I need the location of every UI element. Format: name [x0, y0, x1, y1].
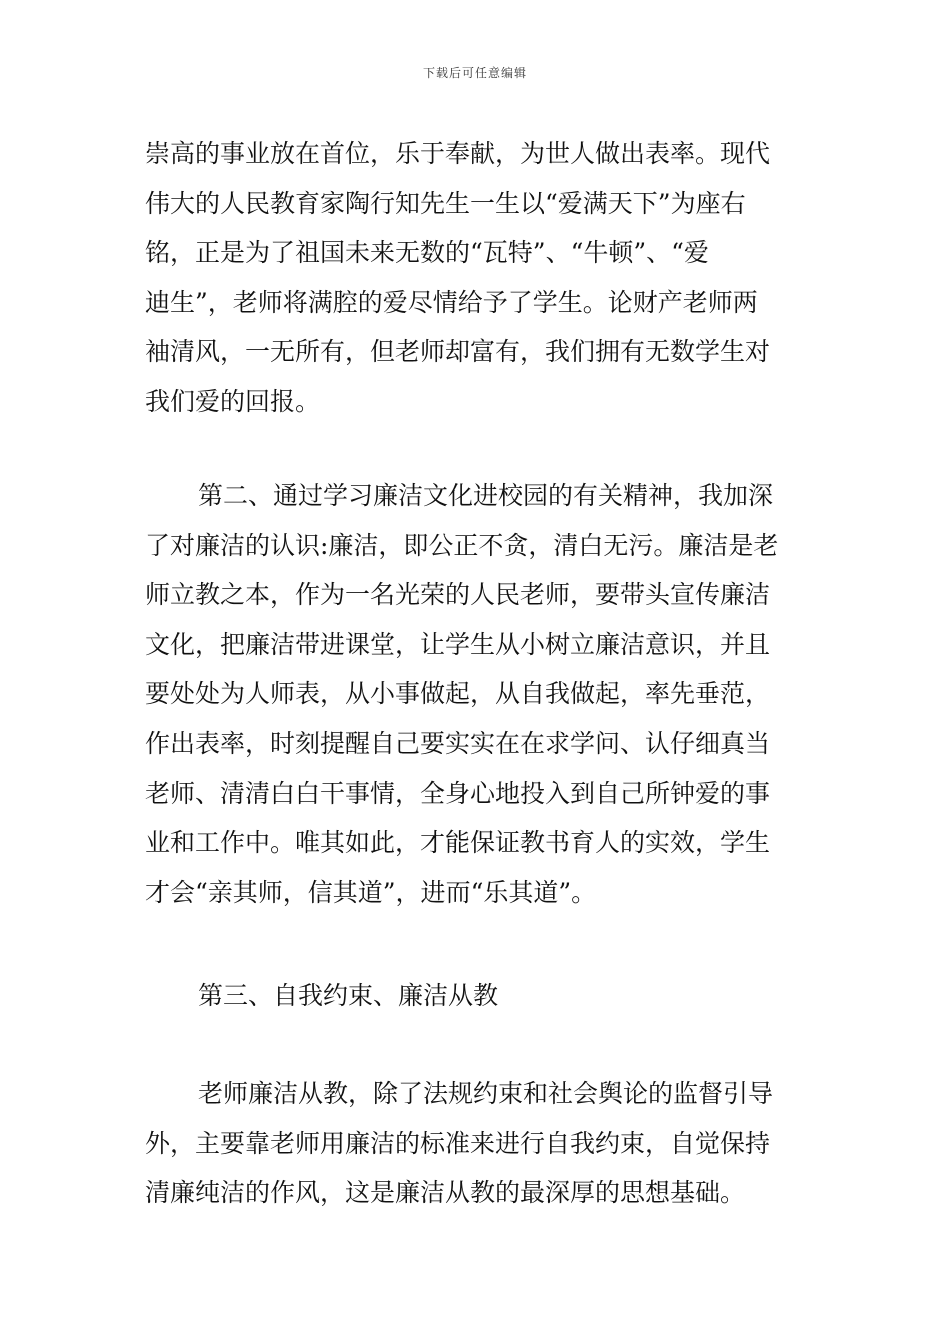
text-line: 袖清风，一无所有，但老师却富有，我们拥有无数学生对 [145, 337, 771, 367]
page-header: 下载后可任意编辑 [422, 66, 527, 80]
text-line: 作出表率，时刻提醒自己要实实在在求学问、认仔细真当 [145, 728, 771, 758]
text-line: 才会“亲其师，信其道”，进而“乐其道”。 [145, 877, 597, 907]
text-line: 外，主要靠老师用廉洁的标准来进行自我约束，自觉保持 [145, 1128, 771, 1158]
paragraph-2 [145, 471, 807, 917]
text-line: 第二、通过学习廉洁文化进校园的有关精神，我加深 [198, 481, 774, 510]
section-heading [145, 971, 807, 1021]
text-line: 迪生”，老师将满腔的爱尽情给予了学生。论财产老师两 [145, 287, 758, 317]
text-line: 老师廉洁从教，除了法规约束和社会舆论的监督引导 [198, 1079, 774, 1108]
text-line: 要处处为人师表，从小事做起，从自我做起，率先垂范， [145, 679, 771, 709]
text-line: 文化，把廉洁带进课堂，让学生从小树立廉洁意识，并且 [145, 629, 771, 659]
text-line: 崇高的事业放在首位，乐于奉献，为世人做出表率。现代 [145, 139, 771, 168]
text-line: 业和工作中。唯其如此，才能保证教书育人的实效，学生 [145, 828, 771, 858]
paragraph-1 [145, 129, 807, 427]
paragraph-4 [145, 1069, 807, 1218]
text-line: 清廉纯洁的作风，这是廉洁从教的最深厚的思想基础。 [145, 1178, 746, 1208]
text-line: 了对廉洁的认识:廉洁，即公正不贪，清白无污。廉洁是老 [145, 530, 779, 560]
text-line: 我们爱的回报。 [145, 386, 321, 416]
text-line: 第三、自我约束、廉洁从教 [198, 981, 499, 1010]
text-line: 老师、清清白白干事情，全身心地投入到自己所钟爱的事 [145, 778, 771, 808]
text-line: 铭，正是为了祖国未来无数的“瓦特”、“牛顿”、“爱 [145, 238, 709, 268]
text-line: 师立教之本，作为一名光荣的人民老师，要带头宣传廉洁 [145, 580, 771, 610]
text-line: 伟大的人民教育家陶行知先生一生以“爱满天下”为座右 [145, 188, 746, 218]
